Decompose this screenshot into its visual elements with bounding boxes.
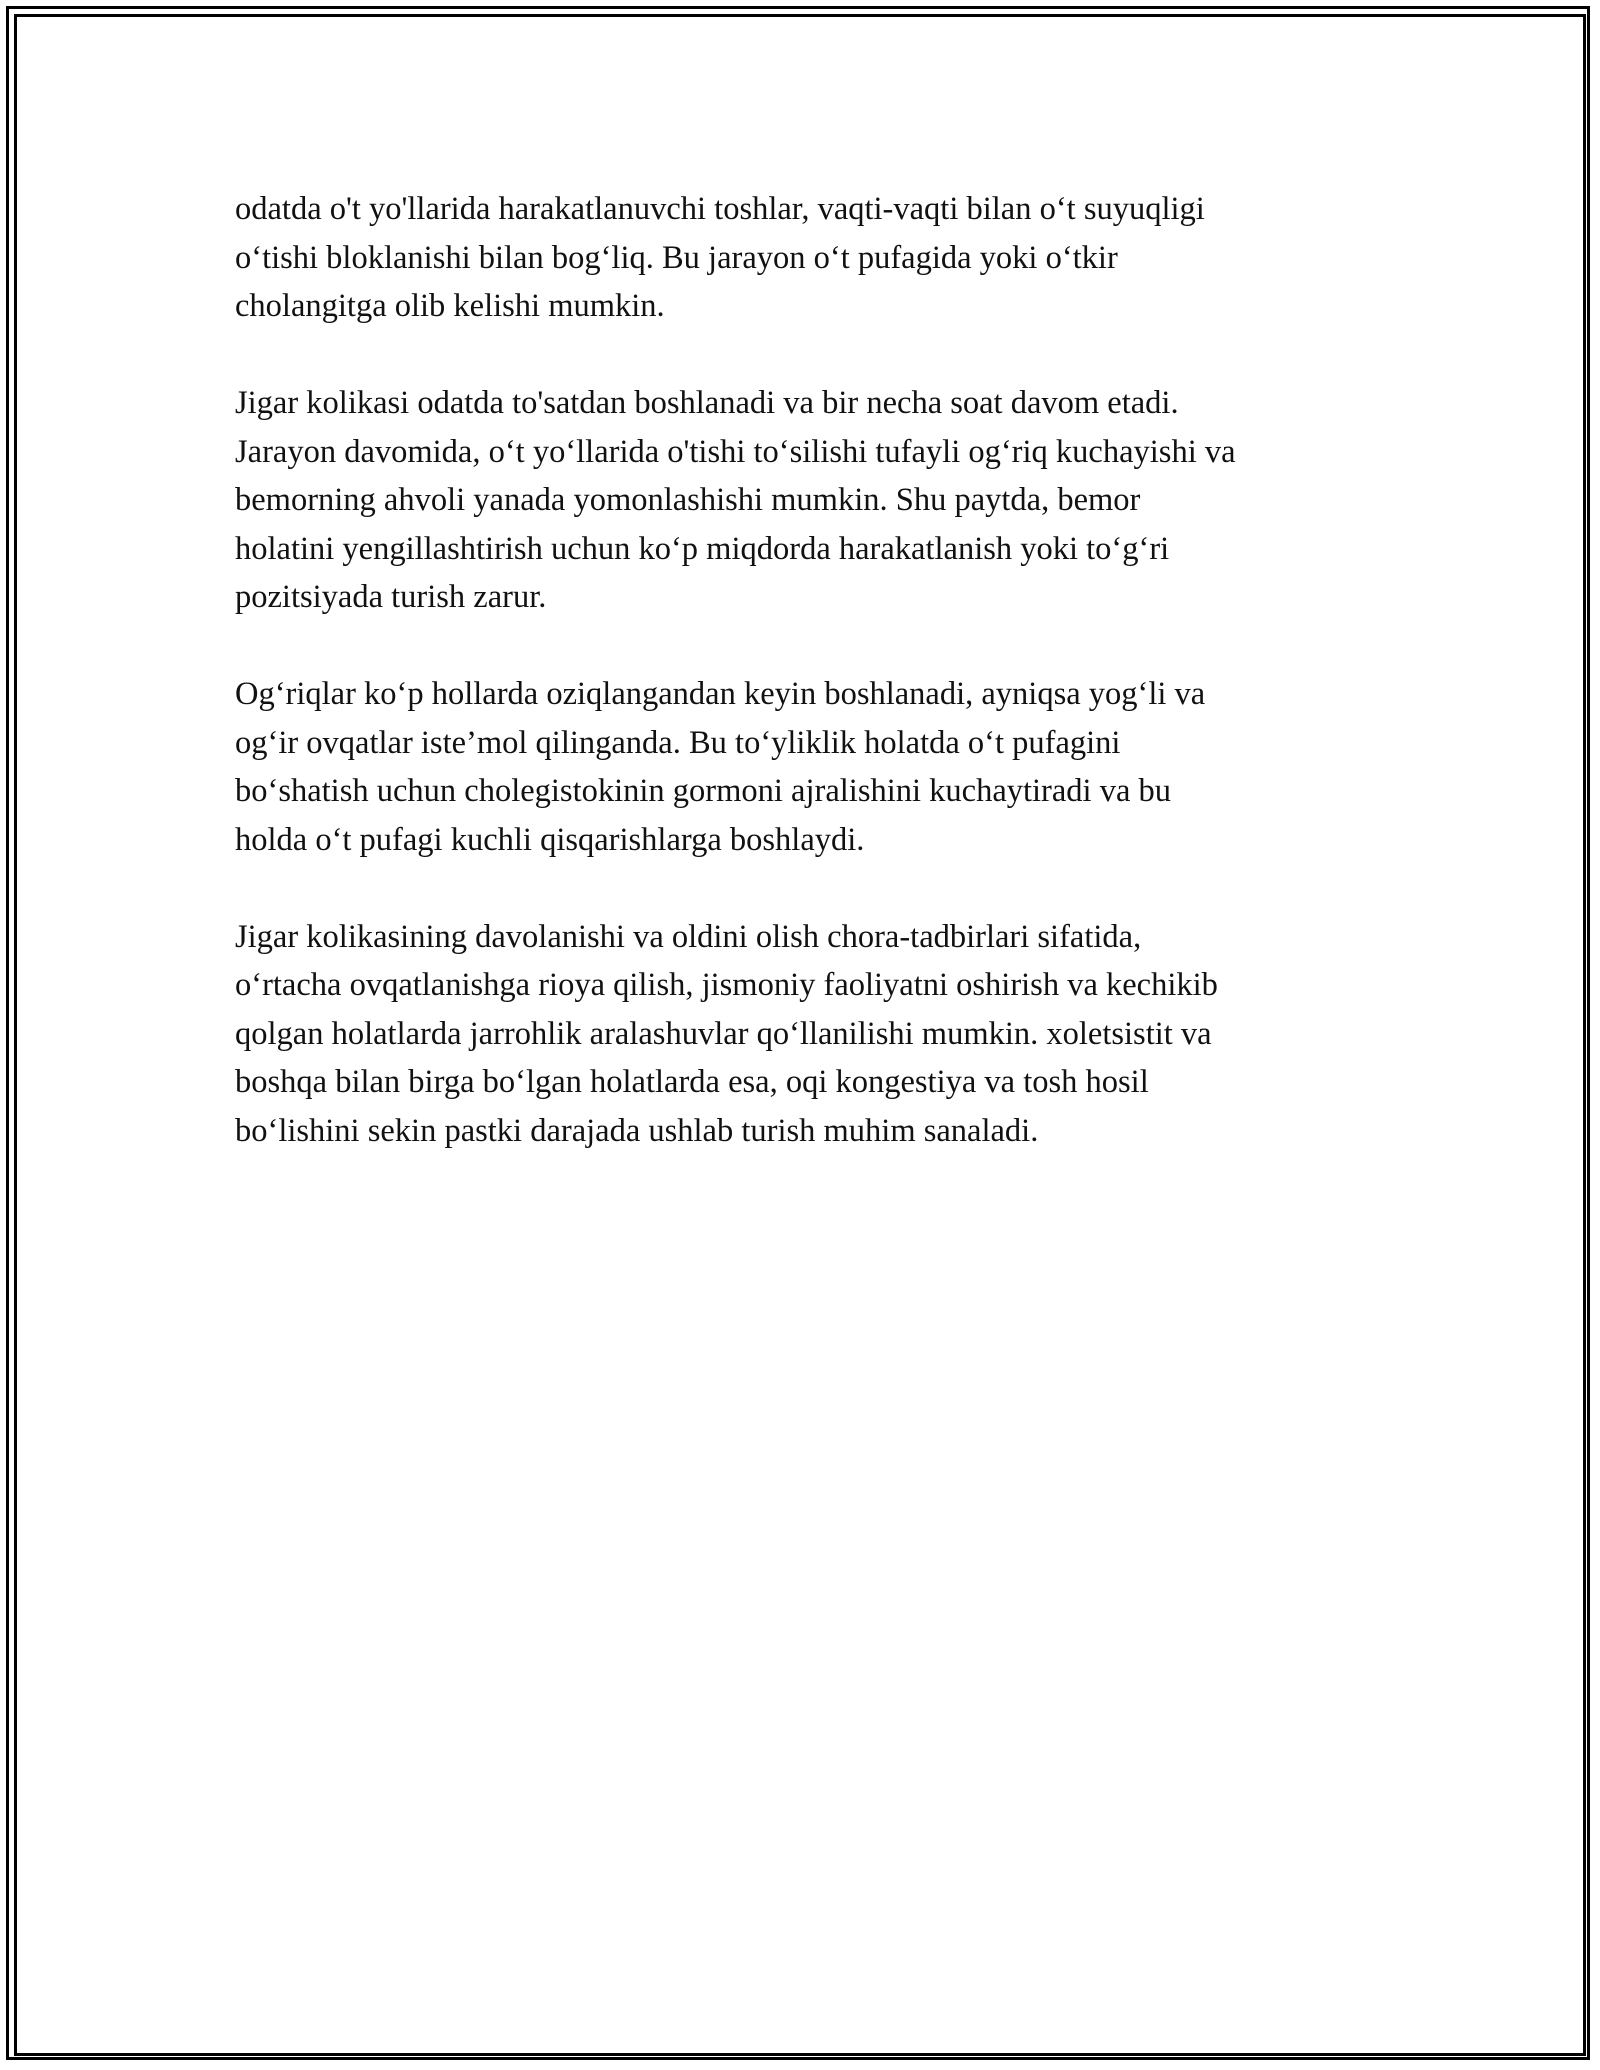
paragraph-line: o‘rtacha ovqatlanishga rioya qilish, jismoniy faoliyatni oshirish va kechikib	[235, 967, 1218, 1003]
paragraph-1	[235, 185, 1380, 331]
paragraph-4	[235, 913, 1380, 1156]
paragraph-line: boshqa bilan birga bo‘lgan holatlarda esa, oqi kongestiya va tosh hosil	[235, 1064, 1149, 1100]
document-body	[235, 185, 1380, 1204]
paragraph-line: bemorning ahvoli yanada yomonlashishi mumkin. Shu paytda, bemor	[235, 482, 1141, 518]
paragraph-line: Jigar kolikasi odatda to'satdan boshlanadi va bir necha soat davom etadi.	[235, 385, 1179, 421]
paragraph-line: bo‘shatish uchun cholegistokinin gormoni ajralishini kuchaytiradi va bu	[235, 773, 1172, 809]
paragraph-line: og‘ir ovqatlar iste’mol qilinganda. Bu to‘yliklik holatda o‘t pufagini	[235, 724, 1121, 761]
paragraph-line: cholangitga olib kelishi mumkin.	[235, 288, 665, 324]
paragraph-3	[235, 670, 1380, 864]
paragraph-line: odatda o't yo'llarida harakatlanuvchi toshlar, vaqti-vaqti bilan o‘t suyuqligi	[235, 191, 1205, 227]
paragraph-line: holda o‘t pufagi kuchli qisqarishlarga boshlaydi.	[235, 821, 865, 858]
paragraph-line: Og‘riqlar ko‘p hollarda oziqlangandan keyin boshlanadi, ayniqsa yog‘li va	[235, 676, 1206, 712]
paragraph-line: pozitsiyada turish zarur.	[235, 579, 547, 615]
paragraph-2	[235, 379, 1380, 622]
paragraph-line: bo‘lishini sekin pastki darajada ushlab turish muhim sanaladi.	[235, 1112, 1039, 1149]
paragraph-line: Jarayon davomida, o‘t yo‘llarida o'tishi to‘silishi tufayli og‘riq kuchayishi va	[235, 433, 1236, 470]
paragraph-line: o‘tishi bloklanishi bilan bog‘liq. Bu jarayon o‘t pufagida yoki o‘tkir	[235, 239, 1118, 276]
paragraph-line: qolgan holatlarda jarrohlik aralashuvlar qo‘llanilishi mumkin. xoletsistit va	[235, 1015, 1212, 1052]
paragraph-line: Jigar kolikasining davolanishi va oldini olish chora-tadbirlari sifatida,	[235, 918, 1142, 955]
paragraph-line: holatini yengillashtirish uchun ko‘p miqdorda harakatlanish yoki to‘g‘ri	[235, 530, 1170, 567]
